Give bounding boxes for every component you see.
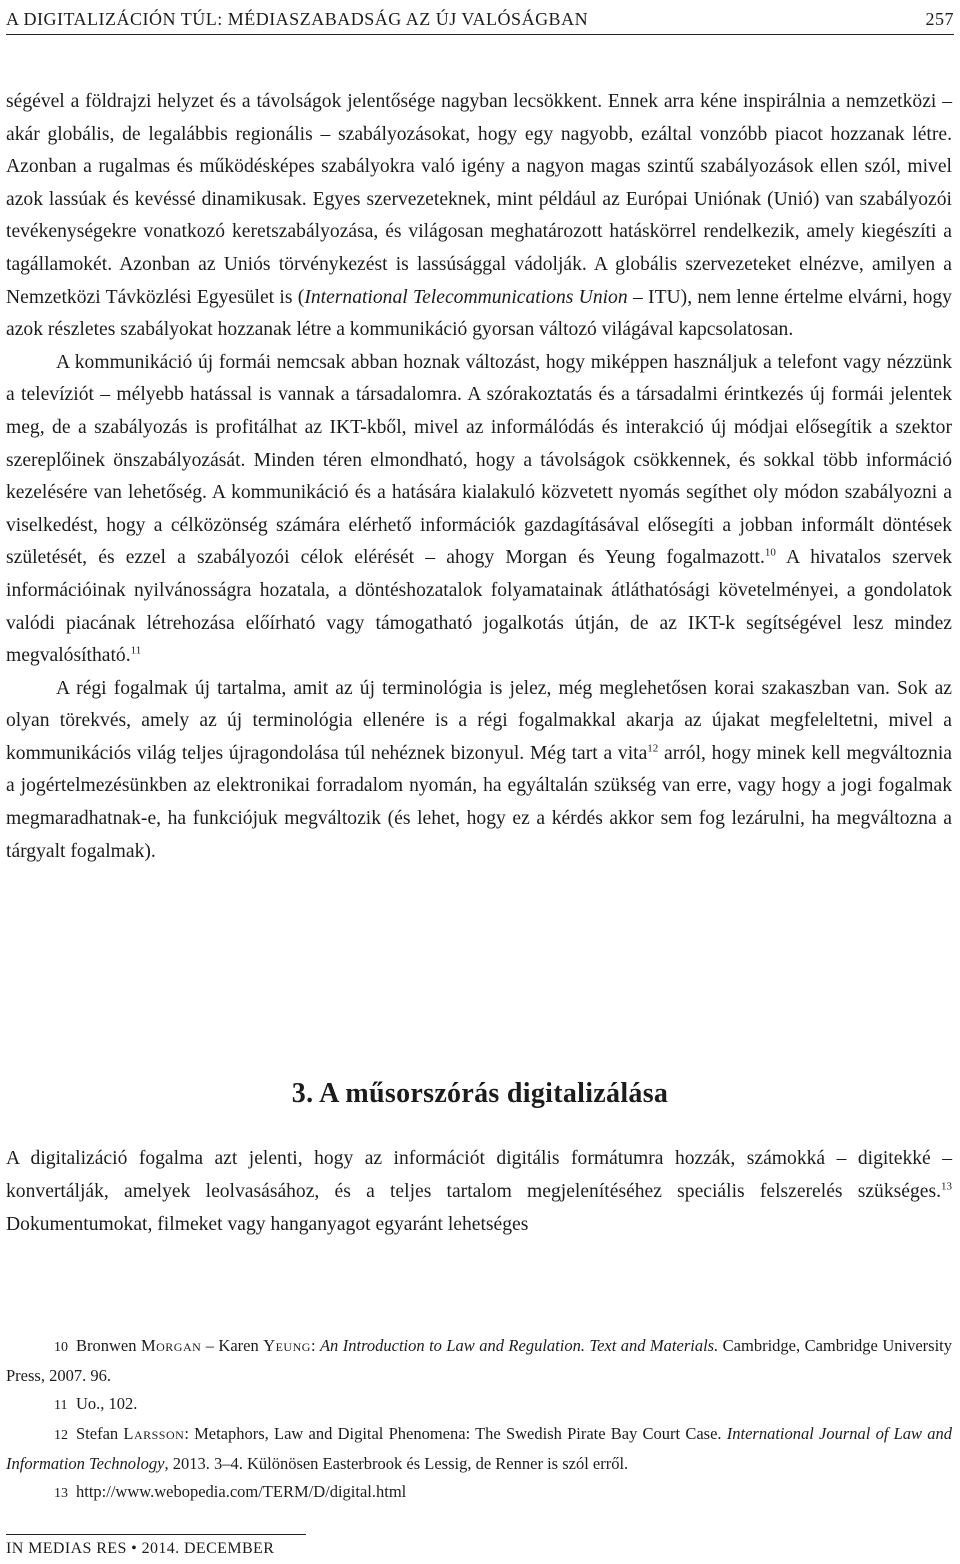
main-text (6, 86, 952, 868)
footnote-text: Stefan (76, 1424, 124, 1443)
paragraph-text: A kommunikáció új formái nemcsak abban hoznak változást, hogy miképpen használjuk a telefont vagy nézzünk a televíziót – mélyebb hatással is vannak a társadalomra. A szórakoztatás és a társadalmi érintkezés új formái jelentek meg, de a szabályozás is profitálhat az IKT-kből, mivel az informálódás és interakció új módjai elősegítik a szektor szereplőinek önszabályozását. Minden téren elmondható, hogy a távolságok csökkennek, és sokkal több információ kezelésére van lehetőség. A kommunikáció és a hatására kialakuló közvetett nyomás segíthet oly módon szabályozni a viselkedést, hogy a célközönség számára elérhető információk gazdagításával elősegíti a jobban informált döntések születését, és ezzel a szabályozói célok elérését – ahogy Morgan és Yeung fogalmazott. (6, 351, 952, 569)
footnote-13 (6, 1478, 952, 1508)
footnote-number: 12 (54, 1428, 68, 1443)
footnote-ref-10[interactable]: 10 (764, 546, 776, 559)
paragraph-text: A digitalizáció fogalma azt jelenti, hogy az információt digitális formátumra hozzák, számokká – digitekké – konvertálják, amelyek leolvasásához, és a teljes tartalom megjelenítéséhez speciális felszerelés szükséges. (6, 1148, 952, 1202)
footnote-text: : (310, 1336, 320, 1355)
paragraph-text: ségével a földrajzi helyzet és a távolságok jelentősége nagyban lecsökkent. Ennek arra kéne inspirálnia a nemzetközi – akár globális, de legalábbis regionális – szabályozásokat, hogy egy nagyobb, ezáltal vonzóbb piacot hozzanak létre. Azonban a rugalmas és működésképes szabályokra való igény a nagyon magas szintű szabályozások ellen szól, mivel azok lassúak és kevéssé dinamikusak. Egyes szervezeteknek, mint például az Európai Uniónak (Unió) van szabályozói tevékenységekre vonatkozó keretszabályozása, és világosan meghatározott hatáskörrel rendelkezik, amely kiegészíti a tagállamokét. Azonban az Uniós törvénykezést is lassúsággal vádolják. A globális szervezeteket elnézve, amilyen a Nemzetközi Távközlési Egyesület is ( (6, 91, 952, 308)
footnote-number: 11 (54, 1398, 68, 1413)
running-header (6, 0, 954, 30)
footnotes (6, 1332, 952, 1508)
footnote-url-link[interactable]: http://www.webopedia.com/TERM/D/digital.html (76, 1482, 407, 1501)
journal-title: International Journal of Law and Information Technology (6, 1424, 953, 1473)
book-title: An Introduction to Law and Regulation. Text and Materials. (319, 1336, 719, 1355)
section-text (6, 1142, 952, 1241)
paragraph-text: arról, hogy minek kell megváltoznia a jogértelmezésünkben az elektronikai forradalom nyomán, ha egyáltalán szükség van erre, vagy hogy a jogi fogalmak megmaradhatnak-e, ha funkciójuk megváltozik (és lehet, hogy ez a kérdés akkor sem fog lezárulni, ha megváltozna a tárgyalt fogalmak). (6, 742, 952, 862)
footnote-ref-13[interactable]: 13 (941, 1180, 952, 1193)
paragraph (6, 86, 952, 347)
page-footer: IN MEDIAS RES • 2014. DECEMBER (6, 1540, 275, 1557)
paragraph-text: A régi fogalmak új tartalma, amit az új terminológia is jelez, még meglehetősen korai szakaszban van. Sok az olyan törekvés, amely az új terminológia ellenére is a régi fogalmakkal akarja az újakat megfeleltetni, mivel a kommunikációs világ teljes újragondolása túl nehéznek bizonyul. Még tart a vita (6, 677, 952, 764)
paragraph-text: – ITU), nem lenne értelme elvárni, hogy azok részletes szabályokat hozzanak létre a kommunikáció gyorsan változó világával kapcsolatosan. (6, 286, 952, 341)
footer-rule (6, 1534, 306, 1535)
italic-term: International Telecommunications Union (304, 286, 628, 308)
footnote-ref-12[interactable]: 12 (647, 742, 659, 755)
footnote-10 (6, 1332, 952, 1390)
author-name: Yeung (263, 1336, 311, 1355)
footnote-text: Bronwen (76, 1336, 141, 1355)
page-number: 257 (925, 9, 954, 29)
footnote-text: Uo., 102. (76, 1394, 138, 1413)
footnote-ref-11[interactable]: 11 (130, 644, 142, 657)
paragraph-text: Dokumentumokat, filmeket vagy hanganyagot egyaránt lehetséges (6, 1214, 529, 1235)
section-heading: 3. A műsorszórás digitalizálása (291, 1078, 669, 1109)
paragraph-text: A hivatalos szervek információinak nyilvánosságra hozatala, a döntéshozatalok folyamatainak átláthatósági követelményei, a gondolatok valódi piacának létrehozása előírható vagy támogatható jogalkotás útján, de az IKT-k segítségével lesz mindez megvalósítható. (6, 547, 953, 667)
footnote-text: : Metaphors, Law and Digital Phenomena: The Swedish Pirate Bay Court Case. (184, 1424, 727, 1443)
footnote-text: , 2013. 3–4. Különösen Easterbrook és Lessig, de Renner is szól erről. (164, 1454, 629, 1473)
footnote-number: 13 (54, 1486, 68, 1501)
running-title: A DIGITALIZÁCIÓN TÚL: MÉDIASZABADSÁG AZ ÚJ VALÓSÁGBAN (6, 9, 589, 29)
paragraph (6, 347, 952, 673)
footnote-11 (6, 1390, 952, 1420)
footnote-text: Cambridge, Cambridge University Press, 2007. 96. (6, 1336, 952, 1385)
paragraph (6, 673, 952, 869)
footnote-12 (6, 1420, 952, 1478)
author-name: Morgan (140, 1336, 202, 1355)
footnote-text: – Karen (201, 1336, 264, 1355)
header-rule (6, 34, 954, 35)
footnote-number: 10 (54, 1340, 68, 1355)
author-name: Larsson (123, 1424, 185, 1443)
